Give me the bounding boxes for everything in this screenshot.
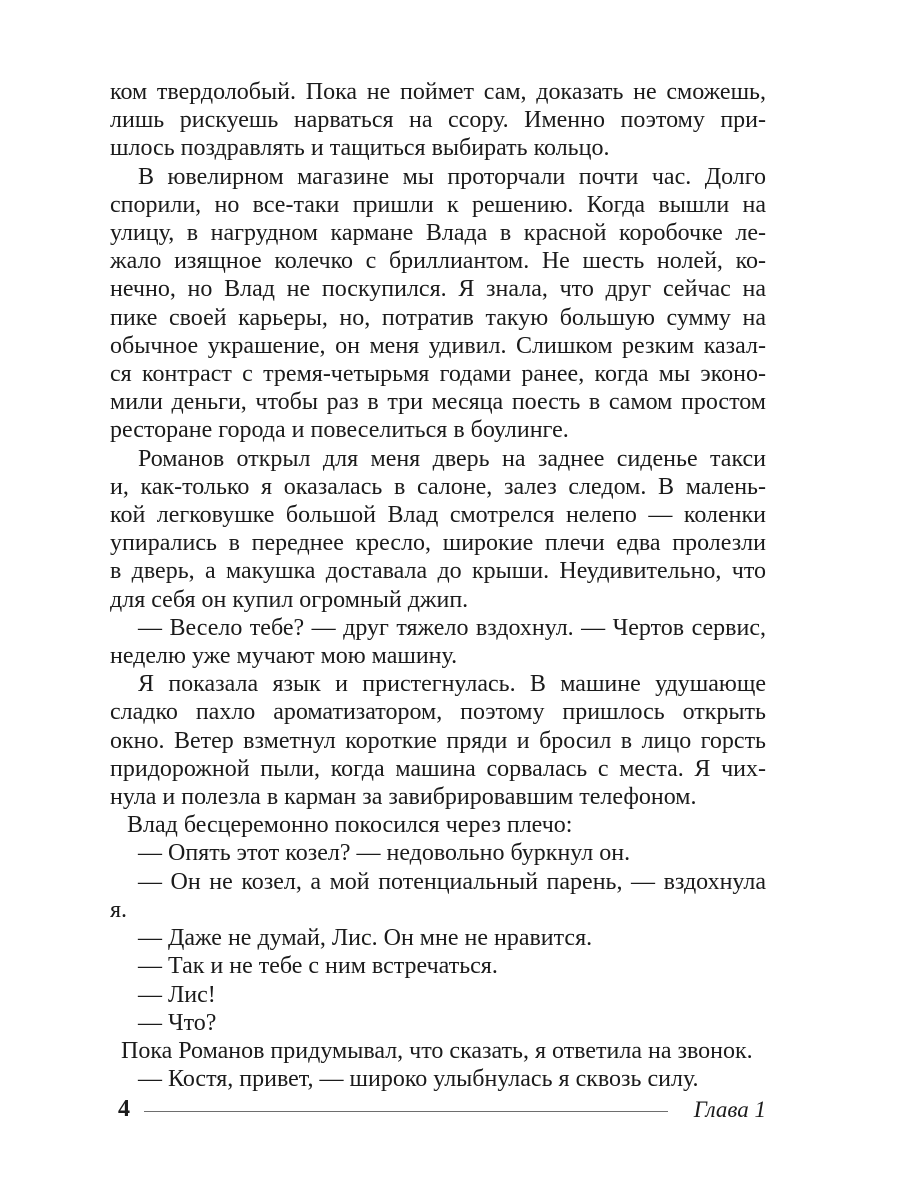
text-line: неделю уже мучают мою машину.	[110, 643, 458, 670]
text-line: ресторане города и повеселиться в боулинге.	[110, 417, 569, 444]
paragraph	[110, 981, 766, 1009]
text-line: упирались в переднее кресло, широкие плечи едва пролезли	[110, 530, 766, 557]
text-line: в дверь, а макушка доставала до крыши. Неудивительно, что	[110, 558, 766, 585]
text-line: ся контраст с тремя-четырьмя годами ранее, когда мы эконо-	[110, 361, 766, 388]
text-line: улицу, в нагрудном кармане Влада в красной коробочке ле-	[110, 220, 766, 247]
paragraph	[110, 1009, 766, 1037]
text-line: придорожной пыли, когда машина сорвалась с места. Я чих-	[110, 755, 766, 782]
page-number: 4	[118, 1096, 130, 1122]
paragraph	[110, 670, 766, 811]
text-line: — Лис!	[138, 981, 216, 1008]
text-line: — Опять этот козел? — недовольно буркнул он.	[138, 840, 631, 867]
text-block	[110, 78, 766, 1093]
paragraph	[110, 811, 766, 839]
text-line: ком твердолобый. Пока не поймет сам, доказать не сможешь,	[110, 79, 766, 105]
text-line: — Весело тебе? — друг тяжело вздохнул. — Чертов сервис,	[138, 614, 766, 641]
text-line: обычное украшение, он меня удивил. Слишком резким казал-	[110, 332, 766, 359]
text-line: спорили, но все-таки пришли к решению. Когда вышли на	[110, 191, 766, 218]
paragraph	[110, 1065, 766, 1093]
text-line: В ювелирном магазине мы проторчали почти час. Долго	[138, 163, 766, 190]
text-line: и, как-только я оказалась в салоне, залез следом. В малень-	[110, 473, 766, 500]
text-line: Романов открыл для меня дверь на заднее сиденье такси	[138, 445, 766, 472]
paragraph	[110, 1037, 766, 1065]
paragraph	[110, 163, 766, 445]
text-line: мили деньги, чтобы раз в три месяца поесть в самом простом	[110, 389, 766, 416]
chapter-label: Глава 1	[693, 1096, 766, 1122]
paragraph	[110, 445, 766, 614]
paragraph	[110, 868, 766, 924]
text-line: — Так и не тебе с ним встречаться.	[138, 953, 498, 980]
text-line: Я показала язык и пристегнулась. В машине удушающе	[138, 671, 766, 698]
text-line: — Он не козел, а мой потенциальный парень, — вздохнула я.	[110, 868, 766, 923]
paragraph	[110, 952, 766, 980]
text-line: Влад бесцеремонно покосился через плечо:	[127, 812, 573, 839]
footer-rule	[144, 1111, 668, 1112]
text-line: Пока Романов придумывал, что сказать, я ответила на звонок.	[121, 1037, 753, 1064]
text-line: пике своей карьеры, но, потратив такую большую сумму на	[110, 304, 766, 331]
paragraph	[110, 839, 766, 867]
text-line: — Костя, привет, — широко улыбнулась я сквозь силу.	[138, 1066, 699, 1093]
text-line: нечно, но Влад не поскупился. Я знала, что друг сейчас на	[110, 276, 766, 303]
paragraph	[110, 614, 766, 670]
text-line: — Даже не думай, Лис. Он мне не нравится.	[138, 925, 593, 952]
text-line: окно. Ветер взметнул короткие пряди и бросил в лицо горсть	[110, 727, 766, 754]
text-line: кой легковушке большой Влад смотрелся нелепо — коленки	[110, 502, 766, 529]
text-line: — Что?	[138, 1009, 217, 1036]
text-line: нула и полезла в карман за завибрировавшим телефоном.	[110, 784, 697, 811]
text-line: жало изящное колечко с бриллиантом. Не шесть нолей, ко-	[110, 248, 766, 275]
text-line: шлось поздравлять и тащиться выбирать кольцо.	[110, 135, 610, 162]
paragraph	[110, 924, 766, 952]
text-line: для себя он купил огромный джип.	[110, 586, 469, 613]
text-line: сладко пахло ароматизатором, поэтому пришлось открыть	[110, 699, 766, 726]
page-footer	[110, 1096, 766, 1123]
text-line: лишь рискуешь нарваться на ссору. Именно поэтому при-	[110, 107, 766, 134]
paragraph	[110, 78, 766, 163]
